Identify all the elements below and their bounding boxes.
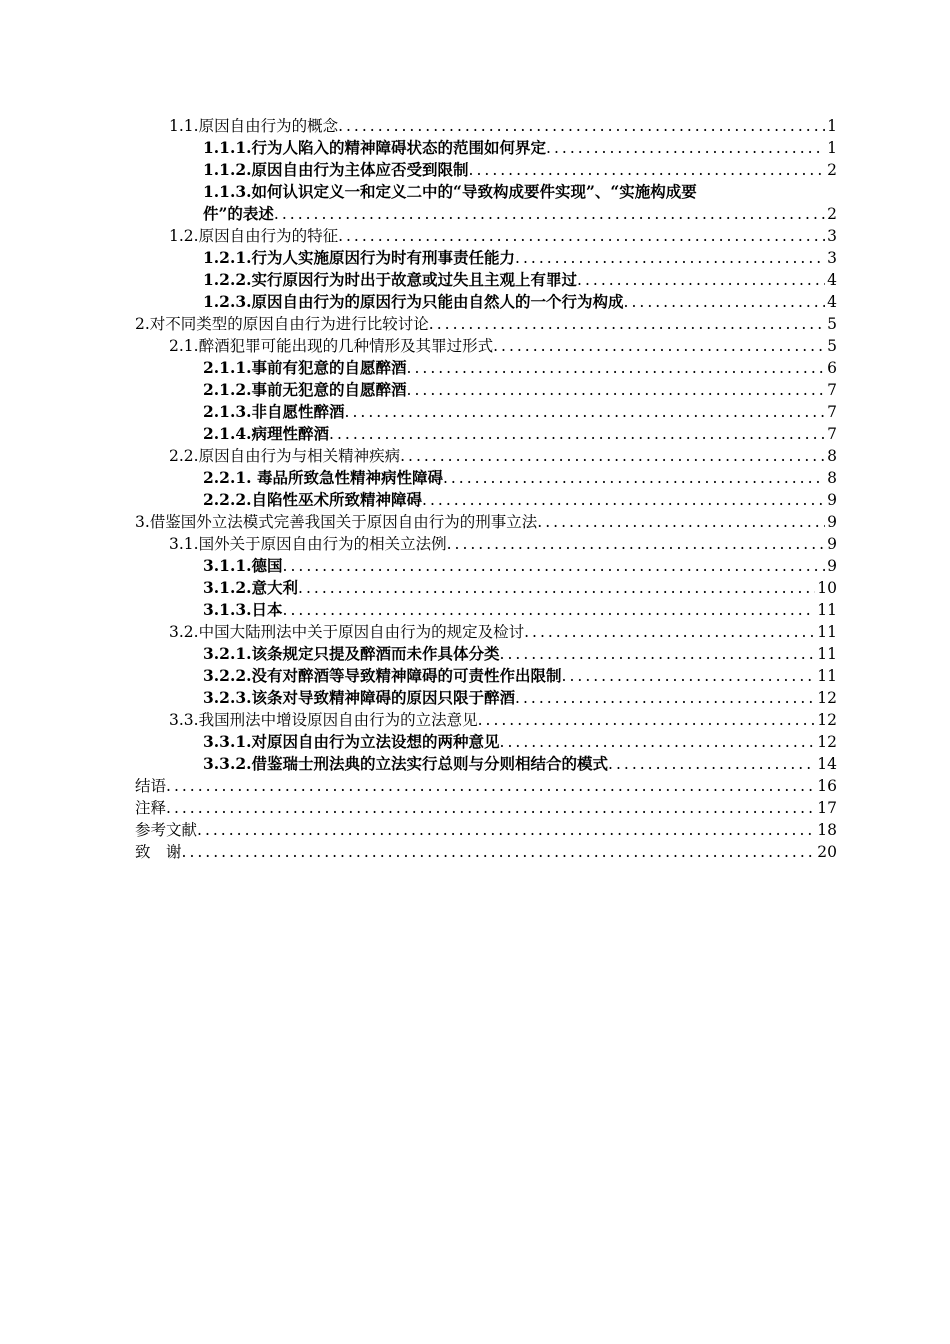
toc-entry-title: 1.2.2.实行原因行为时出于故意或过失且主观上有罪过 — [203, 270, 578, 289]
toc-entry-page: 14 — [817, 755, 837, 773]
toc-entry-page: 11 — [817, 623, 837, 641]
toc-leader-dots — [338, 115, 825, 137]
toc-leader-dots — [537, 511, 825, 533]
toc-entry-title: 3.1.3.日本 — [203, 600, 283, 619]
toc-leader-dots — [400, 445, 825, 467]
toc-leader-dots — [422, 489, 825, 511]
toc-entry[interactable] — [135, 731, 837, 753]
toc-entry-title: 3.3.2.借鉴瑞士刑法典的立法实行总则与分则相结合的模式 — [203, 754, 609, 773]
toc-leader-dots — [274, 203, 825, 225]
toc-entry-page: 7 — [827, 403, 837, 421]
toc-entry-title: 1.2.3.原因自由行为的原因行为只能由自然人的一个行为构成 — [203, 292, 624, 311]
toc-entry-multiline[interactable] — [135, 181, 837, 225]
toc-leader-dots — [166, 775, 815, 797]
toc-entry-page: 12 — [817, 711, 837, 729]
toc-entry[interactable] — [135, 423, 837, 445]
toc-leader-dots — [562, 665, 816, 687]
toc-entry-title: 参考文献 — [135, 821, 198, 839]
toc-entry[interactable] — [135, 159, 837, 181]
toc-entry-page: 5 — [827, 337, 837, 355]
toc-leader-dots — [515, 687, 815, 709]
toc-entry-page: 12 — [817, 733, 837, 751]
toc-entry[interactable] — [135, 357, 837, 379]
toc-entry-title: 3.2.3.该条对导致精神障碍的原因只限于醉酒 — [203, 688, 516, 707]
toc-entry[interactable] — [135, 775, 837, 797]
toc-entry[interactable] — [135, 687, 837, 709]
toc-entry-page: 11 — [817, 645, 837, 663]
toc-entry[interactable] — [135, 335, 837, 357]
toc-entry-title: 3.1.2.意大利 — [203, 578, 299, 597]
toc-leader-dots — [469, 159, 826, 181]
toc-entry[interactable] — [135, 665, 837, 687]
toc-leader-dots — [443, 467, 825, 489]
toc-entry-page: 3 — [827, 227, 837, 245]
toc-entry-page: 1 — [827, 139, 837, 157]
toc-entry[interactable] — [135, 555, 837, 577]
toc-leader-dots — [500, 643, 816, 665]
toc-leader-dots — [624, 291, 826, 313]
toc-entry-title-line1: 1.1.3.如何认识定义一和定义二中的“导致构成要件实现”、“实施构成要 — [203, 182, 697, 201]
toc-entry-page: 11 — [817, 601, 837, 619]
toc-leader-dots — [407, 379, 826, 401]
toc-entry-page: 9 — [827, 491, 837, 509]
toc-entry-title: 1.2.原因自由行为的特征 — [169, 227, 339, 245]
toc-entry-title: 2.1.2.事前无犯意的自愿醉酒 — [203, 380, 407, 399]
toc-leader-dots — [166, 797, 815, 819]
toc-leader-dots — [608, 753, 815, 775]
toc-entry[interactable] — [135, 709, 837, 731]
toc-entry-title: 2.1.醉酒犯罪可能出现的几种情形及其罪过形式 — [169, 337, 494, 355]
toc-entry-title: 3.1.1.德国 — [203, 556, 283, 575]
toc-entry-title: 1.2.1.行为人实施原因行为时有刑事责任能力 — [203, 248, 516, 267]
toc-entry-title: 1.1.1.行为人陷入的精神障碍状态的范围如何界定 — [203, 138, 547, 157]
toc-entry[interactable] — [135, 137, 837, 159]
toc-entry-page: 4 — [827, 271, 837, 289]
toc-leader-dots — [493, 335, 825, 357]
toc-entry-title: 3.借鉴国外立法模式完善我国关于原因自由行为的刑事立法 — [135, 513, 538, 531]
toc-leader-dots — [500, 731, 816, 753]
toc-entry-title: 2.对不同类型的原因自由行为进行比较讨论 — [135, 315, 429, 333]
toc-leader-dots — [447, 533, 826, 555]
toc-entry[interactable] — [135, 247, 837, 269]
toc-entry-page: 18 — [817, 821, 837, 839]
toc-leader-dots — [283, 555, 826, 577]
toc-entry-page: 7 — [827, 425, 837, 443]
toc-entry-page: 2 — [827, 161, 837, 179]
toc-entry[interactable] — [135, 841, 837, 863]
toc-leader-dots — [283, 599, 816, 621]
toc-entry[interactable] — [135, 291, 837, 313]
toc-leader-dots — [515, 247, 825, 269]
toc-entry-title: 2.2.1. 毒品所致急性精神病性障碍 — [203, 468, 443, 487]
toc-entry[interactable] — [135, 379, 837, 401]
toc-entry-page: 3 — [827, 249, 837, 267]
toc-entry-title: 3.3.1.对原因自由行为立法设想的两种意见 — [203, 732, 500, 751]
toc-leader-dots — [429, 313, 825, 335]
toc-entry-page: 2 — [827, 205, 837, 223]
toc-entry-page: 1 — [827, 117, 837, 135]
toc-entry[interactable] — [135, 533, 837, 555]
toc-entry-title: 致 谢 — [135, 843, 182, 861]
toc-leader-dots — [546, 137, 825, 159]
toc-leader-dots — [329, 423, 825, 445]
toc-leader-dots — [298, 577, 815, 599]
toc-entry-title: 2.2.2.自陷性巫术所致精神障碍 — [203, 490, 423, 509]
toc-leader-dots — [407, 357, 826, 379]
toc-entry[interactable] — [135, 445, 837, 467]
toc-entry-title: 结语 — [135, 777, 167, 795]
toc-entry[interactable] — [135, 797, 837, 819]
toc-entry-page: 8 — [827, 447, 837, 465]
toc-leader-dots — [197, 819, 815, 841]
toc-entry-page: 4 — [827, 293, 837, 311]
toc-leader-dots — [524, 621, 815, 643]
toc-entry[interactable] — [135, 313, 837, 335]
toc-leader-dots — [478, 709, 816, 731]
toc-entry[interactable] — [135, 115, 837, 137]
toc-entry[interactable] — [135, 225, 837, 247]
toc-entry-title: 1.1.2.原因自由行为主体应否受到限制 — [203, 160, 469, 179]
toc-entry-title: 2.1.4.病理性醉酒 — [203, 424, 330, 443]
toc-entry[interactable] — [203, 203, 837, 225]
toc-entry-page: 7 — [827, 381, 837, 399]
toc-leader-dots — [345, 401, 826, 423]
toc-entry[interactable] — [135, 599, 837, 621]
toc-entry-page: 10 — [817, 579, 837, 597]
toc-entry-title: 3.2.中国大陆刑法中关于原因自由行为的规定及检讨 — [169, 623, 525, 641]
toc-entry-page: 5 — [827, 315, 837, 333]
toc-entry-title: 2.2.原因自由行为与相关精神疾病 — [169, 447, 401, 465]
toc-entry-title: 3.2.2.没有对醉酒等导致精神障碍的可责性作出限制 — [203, 666, 562, 685]
toc-entry-page: 8 — [827, 469, 837, 487]
toc-entry-title: 3.2.1.该条规定只提及醉酒而未作具体分类 — [203, 644, 500, 663]
toc-entry[interactable] — [135, 753, 837, 775]
toc-entry[interactable] — [135, 577, 837, 599]
toc-entry[interactable] — [135, 489, 837, 511]
toc-entry-title: 2.1.1.事前有犯意的自愿醉酒 — [203, 358, 407, 377]
toc-leader-dots — [182, 841, 816, 863]
toc-entry-title: 3.3.我国刑法中增设原因自由行为的立法意见 — [169, 711, 478, 729]
toc-entry[interactable] — [135, 621, 837, 643]
toc-entry[interactable] — [135, 401, 837, 423]
toc-entry-title: 3.1.国外关于原因自由行为的相关立法例 — [169, 535, 447, 553]
toc-entry-title: 件”的表述 — [203, 204, 274, 223]
toc-entry[interactable] — [135, 643, 837, 665]
toc-leader-dots — [338, 225, 825, 247]
toc-entry-page: 9 — [827, 535, 837, 553]
table-of-contents — [135, 115, 837, 863]
toc-entry-page: 20 — [817, 843, 837, 861]
toc-leader-dots — [577, 269, 825, 291]
toc-entry-page: 12 — [817, 689, 837, 707]
toc-entry-title: 2.1.3.非自愿性醉酒 — [203, 402, 345, 421]
toc-entry-title: 注释 — [135, 799, 167, 817]
toc-entry[interactable] — [135, 819, 837, 841]
toc-entry-page: 9 — [827, 557, 837, 575]
toc-entry-page: 9 — [827, 513, 837, 531]
toc-entry-page: 11 — [817, 667, 837, 685]
toc-entry[interactable] — [135, 511, 837, 533]
toc-entry-page: 17 — [817, 799, 837, 817]
toc-entry-page: 6 — [827, 359, 837, 377]
toc-entry-title: 1.1.原因自由行为的概念 — [169, 117, 339, 135]
toc-entry-page: 16 — [817, 777, 837, 795]
toc-entry[interactable] — [135, 467, 837, 489]
toc-entry[interactable] — [135, 269, 837, 291]
